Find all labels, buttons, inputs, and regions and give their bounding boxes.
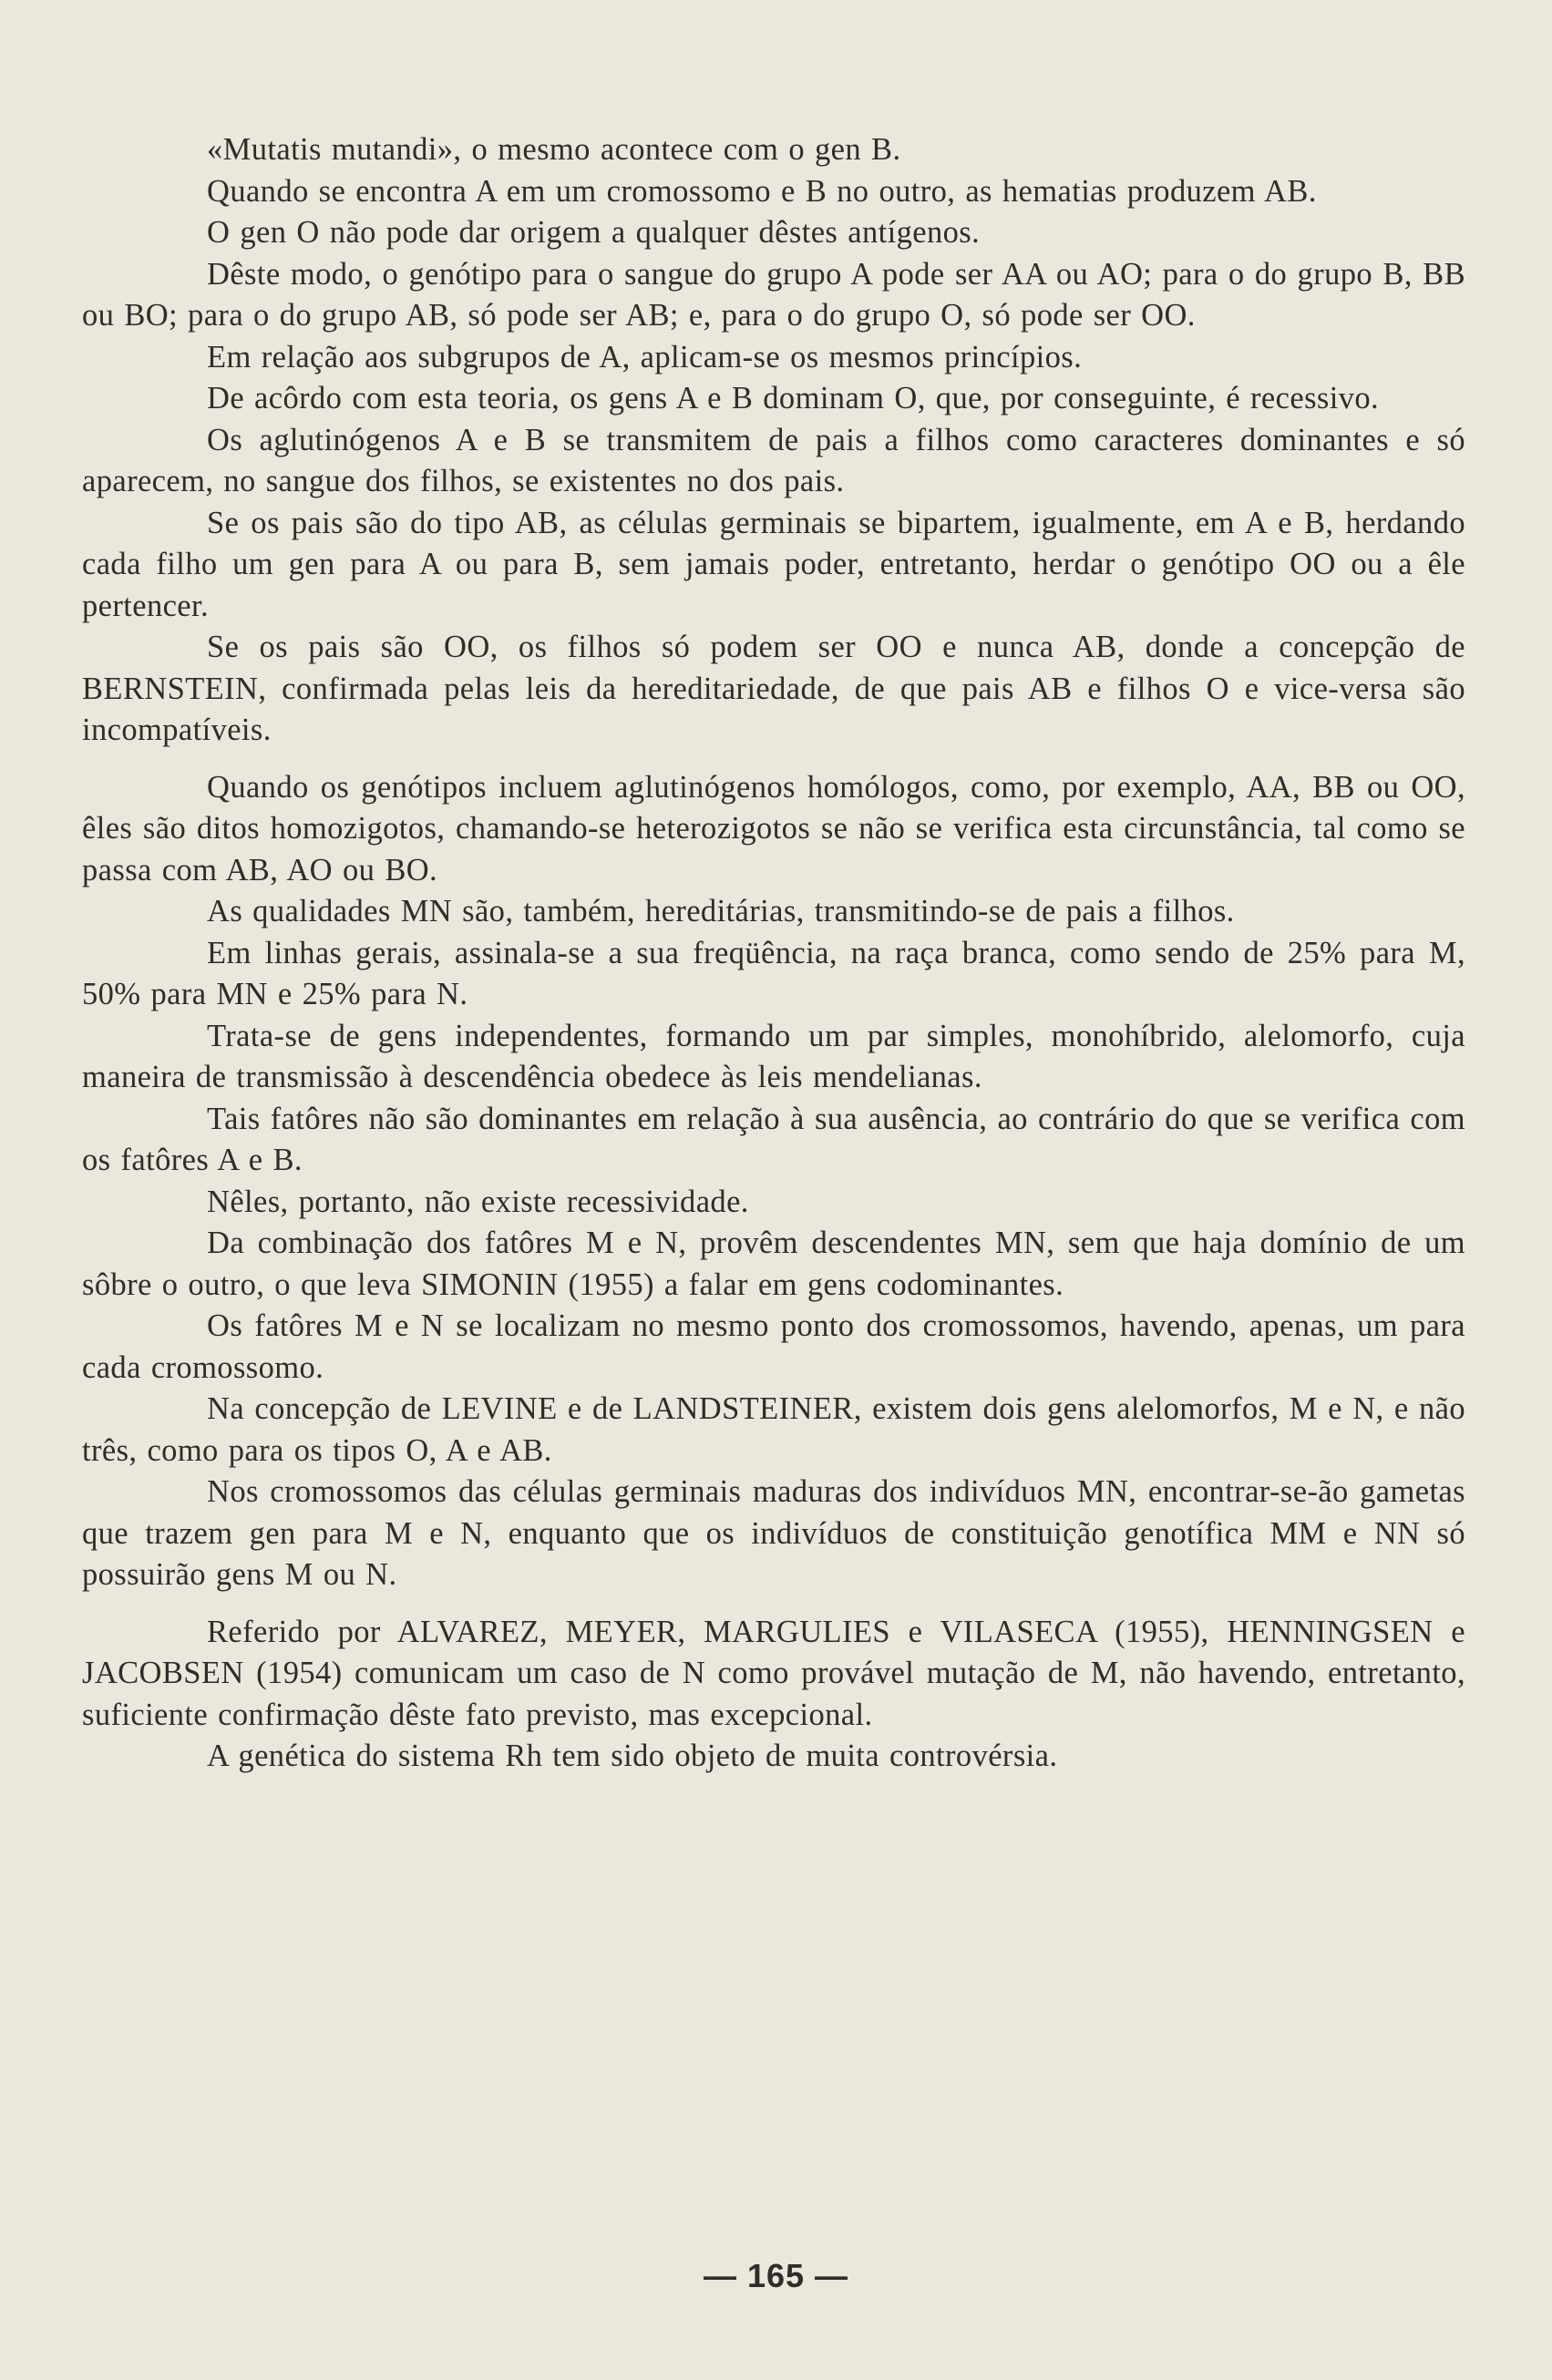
paragraph: Na concepção de LEVINE e de LANDSTEINER, existem dois gens alelomorfos, M e N, e não três, como para os tipos O, A e AB. — [82, 1391, 1465, 1468]
paragraph: Nêles, portanto, não existe recessividade. — [207, 1184, 749, 1219]
paragraph: Quando se encontra A em um cromossomo e B no outro, as hematias produzem AB. — [207, 173, 1317, 209]
paragraph: Referido por ALVAREZ, MEYER, MARGULIES e VILASECA (1955), HENNINGSEN e JACOBSEN (1954) comunicam um caso de N como provável mutação de M, não havendo, entretanto, suficiente confirmação dêste fato previsto, mas excepcional. — [82, 1614, 1465, 1732]
paragraph: «Mutatis mutandi», o mesmo acontece com o gen B. — [207, 132, 901, 167]
paragraph: Se os pais são do tipo AB, as células germinais se bipartem, igualmente, em A e B, herdando cada filho um gen para A ou para B, sem jamais poder, entretanto, herdar o genótipo OO ou a êle pertencer. — [82, 505, 1465, 623]
paragraph: Os aglutinógenos A e B se transmitem de pais a filhos como caracteres dominantes e só aparecem, no sangue dos filhos, se existentes no dos pais. — [82, 422, 1465, 498]
paragraph: Nos cromossomos das células germinais maduras dos indivíduos MN, encontrar-se-ão gametas que trazem gen para M e N, enquanto que os indivíduos de constituição genotífica MM e NN só possuirão gens M ou N. — [82, 1474, 1465, 1592]
paragraph: Dêste modo, o genótipo para o sangue do grupo A pode ser AA ou AO; para o do grupo B, BB ou BO; para o do grupo AB, só pode ser AB; e, para o do grupo O, só pode ser OO. — [82, 256, 1465, 333]
paragraph: O gen O não pode dar origem a qualquer dêstes antígenos. — [207, 215, 981, 250]
page-number: — 165 — — [703, 2257, 849, 2294]
paragraph: Quando os genótipos incluem aglutinógenos homólogos, como, por exemplo, AA, BB ou OO, êles são ditos homozigotos, chamando-se heterozigotos se não se verifica esta circunstância, tal como se passa com AB, AO ou BO. — [82, 769, 1465, 887]
paragraph: Em linhas gerais, assinala-se a sua freqüência, na raça branca, como sendo de 25% para M, 50% para MN e 25% para N. — [82, 935, 1465, 1011]
paragraph: Tais fatôres não são dominantes em relação à sua ausência, ao contrário do que se verifica com os fatôres A e B. — [82, 1101, 1465, 1177]
paragraph: As qualidades MN são, também, hereditárias, transmitindo-se de pais a filhos. — [207, 894, 1235, 928]
paragraph: Da combinação dos fatôres M e N, provêm descendentes MN, sem que haja domínio de um sôbre o outro, o que leva SIMONIN (1955) a falar em gens codominantes. — [82, 1226, 1465, 1302]
paragraph: Os fatôres M e N se localizam no mesmo ponto dos cromossomos, havendo, apenas, um para cada cromossomo. — [82, 1308, 1465, 1385]
paragraph: A genética do sistema Rh tem sido objeto de muita controvérsia. — [207, 1739, 1058, 1773]
paragraph: Se os pais são OO, os filhos só podem ser OO e nunca AB, donde a concepção de BERNSTEIN, confirmada pelas leis da hereditariedade, de que pais AB e filhos O e vice-versa são incompatíveis. — [82, 630, 1465, 747]
paragraph: De acôrdo com esta teoria, os gens A e B dominam O, que, por conseguinte, é recessivo. — [207, 381, 1380, 415]
paragraph: Em relação aos subgrupos de A, aplicam-se os mesmos princípios. — [207, 339, 1083, 374]
body-text — [82, 129, 1465, 1778]
paragraph: Trata-se de gens independentes, formando um par simples, monohíbrido, alelomorfo, cuja maneira de transmissão à descendência obedece às leis mendelianas. — [82, 1018, 1465, 1094]
